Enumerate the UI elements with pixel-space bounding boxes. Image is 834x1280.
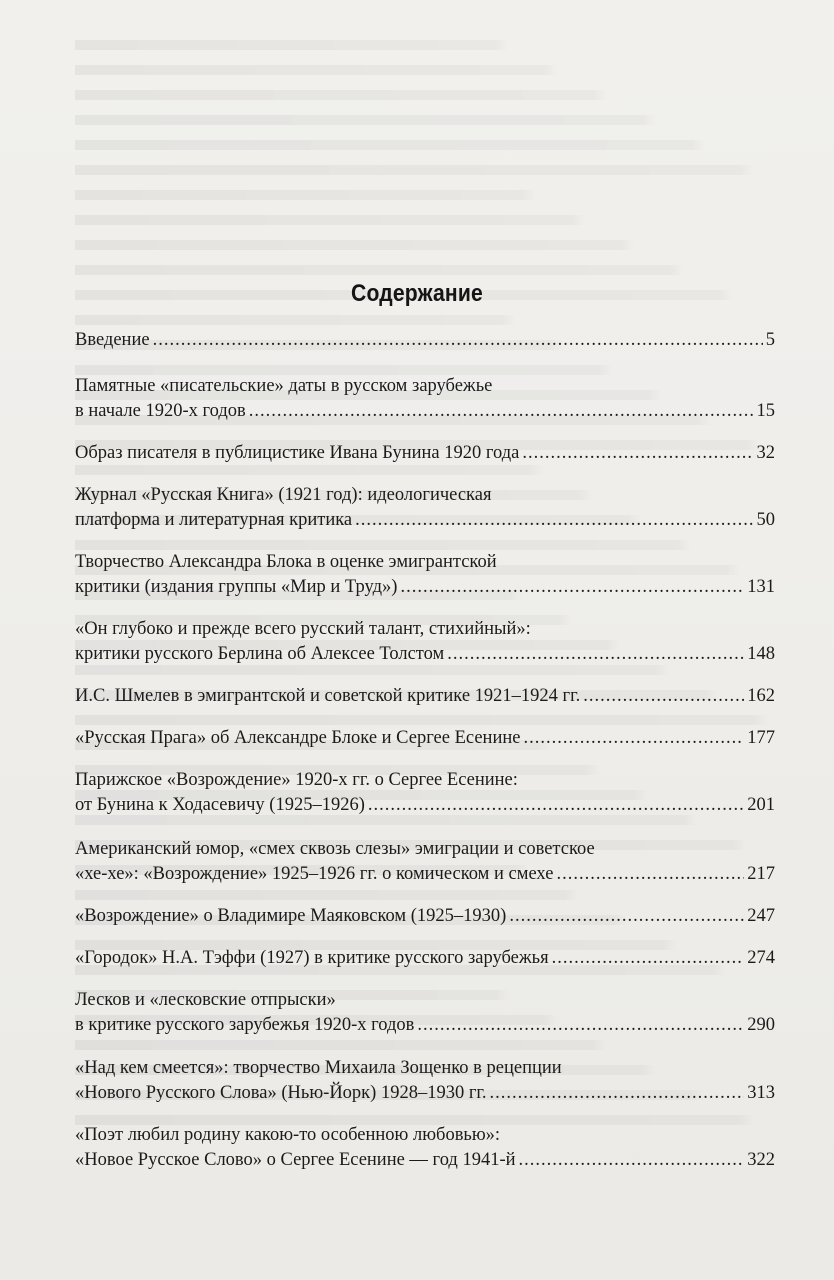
toc-entry-line xyxy=(75,1148,775,1173)
toc-entry-title: Образ писателя в публицистике Ивана Бунина 1920 года xyxy=(75,443,520,463)
toc-page-number: 274 xyxy=(747,948,775,968)
dot-leader xyxy=(249,399,754,424)
toc-entry-line xyxy=(75,550,775,575)
toc-entry-title: Лесков и «лесковские отпрыски» xyxy=(75,990,336,1010)
toc-entry-line xyxy=(75,768,775,793)
page-title: Содержание xyxy=(351,280,483,307)
toc-entry-line xyxy=(75,642,775,667)
toc-entry[interactable] xyxy=(75,441,775,466)
dot-leader xyxy=(556,862,744,887)
bleed-through-line xyxy=(75,140,775,150)
toc-entry-line xyxy=(75,575,775,600)
toc-entry-title: Журнал «Русская Книга» (1921 год): идеологическая xyxy=(75,485,492,505)
toc-entry[interactable] xyxy=(75,1056,775,1106)
bleed-through-line xyxy=(75,115,775,125)
toc-entry[interactable] xyxy=(75,550,775,600)
toc-entry-title: «Русская Прага» об Александре Блоке и Сергее Есенине xyxy=(75,728,521,748)
toc-entry-title: Парижское «Возрождение» 1920-х гг. о Сергее Есенине: xyxy=(75,770,518,790)
toc-entry-title: «хе-хе»: «Возрождение» 1925–1926 гг. о комическом и смехе xyxy=(75,864,554,884)
dot-leader xyxy=(153,328,763,353)
bleed-through-line xyxy=(75,215,775,225)
toc-entry-title: Памятные «писательские» даты в русском зарубежье xyxy=(75,376,493,396)
dot-leader xyxy=(355,508,753,533)
dot-leader xyxy=(400,575,744,600)
toc-entry-title: «Возрождение» о Владимире Маяковском (1925–1930) xyxy=(75,906,507,926)
toc-entry-title: «Городок» Н.А. Тэффи (1927) в критике русского зарубежья xyxy=(75,948,549,968)
toc-page-number: 247 xyxy=(747,906,775,926)
toc-entry-title: Американский юмор, «смех сквозь слезы» эмиграции и советское xyxy=(75,839,595,859)
toc-entry[interactable] xyxy=(75,726,775,751)
toc-entry[interactable] xyxy=(75,946,775,971)
toc-entry-line xyxy=(75,904,775,929)
toc-entry-line xyxy=(75,483,775,508)
toc-entry-title: Введение xyxy=(75,330,150,350)
toc-entry[interactable] xyxy=(75,328,775,353)
dot-leader xyxy=(552,946,745,971)
table-of-contents xyxy=(75,328,775,1173)
toc-entry-title: критики (издания группы «Мир и Труд») xyxy=(75,577,398,597)
toc-entry-line xyxy=(75,399,775,424)
toc-page-number: 201 xyxy=(747,795,775,815)
dot-leader xyxy=(368,793,744,818)
toc-entry-line xyxy=(75,988,775,1013)
dot-leader xyxy=(519,1148,745,1173)
toc-entry-line xyxy=(75,328,775,353)
dot-leader xyxy=(583,684,744,709)
bleed-through-line xyxy=(75,265,775,275)
toc-entry-line xyxy=(75,862,775,887)
toc-entry-title: Творчество Александра Блока в оценке эмигрантской xyxy=(75,552,497,572)
toc-entry-line xyxy=(75,946,775,971)
toc-entry[interactable] xyxy=(75,374,775,424)
toc-page-number: 5 xyxy=(765,330,775,350)
toc-entry-line xyxy=(75,684,775,709)
bleed-through-line xyxy=(75,315,775,325)
dot-leader xyxy=(490,1081,745,1106)
bleed-through-line xyxy=(75,40,775,50)
toc-entry-title: в начале 1920-х годов xyxy=(75,401,246,421)
dot-leader xyxy=(509,904,744,929)
toc-entry-line xyxy=(75,837,775,862)
toc-entry[interactable] xyxy=(75,483,775,533)
toc-entry-line xyxy=(75,1013,775,1038)
toc-entry-title: критики русского Берлина об Алексее Толстом xyxy=(75,644,445,664)
toc-entry-title: «Поэт любил родину какою-то особенною любовью»: xyxy=(75,1125,501,1145)
toc-page-number: 290 xyxy=(747,1015,775,1035)
toc-page-number: 177 xyxy=(747,728,775,748)
toc-entry-title: И.С. Шмелев в эмигрантской и советской критике 1921–1924 гг. xyxy=(75,686,581,706)
dot-leader xyxy=(523,726,744,751)
toc-page-number: 322 xyxy=(747,1150,775,1170)
toc-page-number: 15 xyxy=(756,401,775,421)
toc-entry-line xyxy=(75,793,775,818)
toc-page-number: 148 xyxy=(747,644,775,664)
toc-entry[interactable] xyxy=(75,904,775,929)
bleed-through-line xyxy=(75,190,775,200)
dot-leader xyxy=(447,642,744,667)
toc-page-number: 50 xyxy=(756,510,775,530)
toc-entry-line xyxy=(75,1056,775,1081)
toc-entry-title: «Над кем смеется»: творчество Михаила Зощенко в рецепции xyxy=(75,1058,562,1078)
toc-entry-line xyxy=(75,441,775,466)
toc-page-number: 131 xyxy=(747,577,775,597)
toc-entry[interactable] xyxy=(75,988,775,1038)
toc-entry-line xyxy=(75,726,775,751)
toc-entry-line xyxy=(75,617,775,642)
toc-entry-line xyxy=(75,508,775,533)
bleed-through-line xyxy=(75,240,775,250)
toc-entry-title: «Нового Русского Слова» (Нью-Йорк) 1928–1930 гг. xyxy=(75,1083,487,1103)
toc-entry-title: «Новое Русское Слово» о Сергее Есенине — год 1941-й xyxy=(75,1150,516,1170)
bleed-through-line xyxy=(75,165,775,175)
dot-leader xyxy=(522,441,753,466)
toc-entry-title: платформа и литературная критика xyxy=(75,510,353,530)
toc-entry-line xyxy=(75,1123,775,1148)
toc-entry[interactable] xyxy=(75,684,775,709)
toc-page-number: 162 xyxy=(747,686,775,706)
dot-leader xyxy=(417,1013,744,1038)
toc-page-number: 217 xyxy=(747,864,775,884)
toc-entry[interactable] xyxy=(75,837,775,887)
bleed-through-line xyxy=(75,65,775,75)
toc-entry[interactable] xyxy=(75,1123,775,1173)
toc-entry-line xyxy=(75,1081,775,1106)
toc-entry-title: в критике русского зарубежья 1920-х годов xyxy=(75,1015,415,1035)
toc-entry-line xyxy=(75,374,775,399)
toc-entry[interactable] xyxy=(75,617,775,667)
bleed-through-line xyxy=(75,90,775,100)
toc-page-number: 32 xyxy=(756,443,775,463)
toc-entry-title: от Бунина к Ходасевичу (1925–1926) xyxy=(75,795,365,815)
toc-entry-title: «Он глубоко и прежде всего русский талант, стихийный»: xyxy=(75,619,531,639)
toc-entry[interactable] xyxy=(75,768,775,818)
toc-page-number: 313 xyxy=(747,1083,775,1103)
